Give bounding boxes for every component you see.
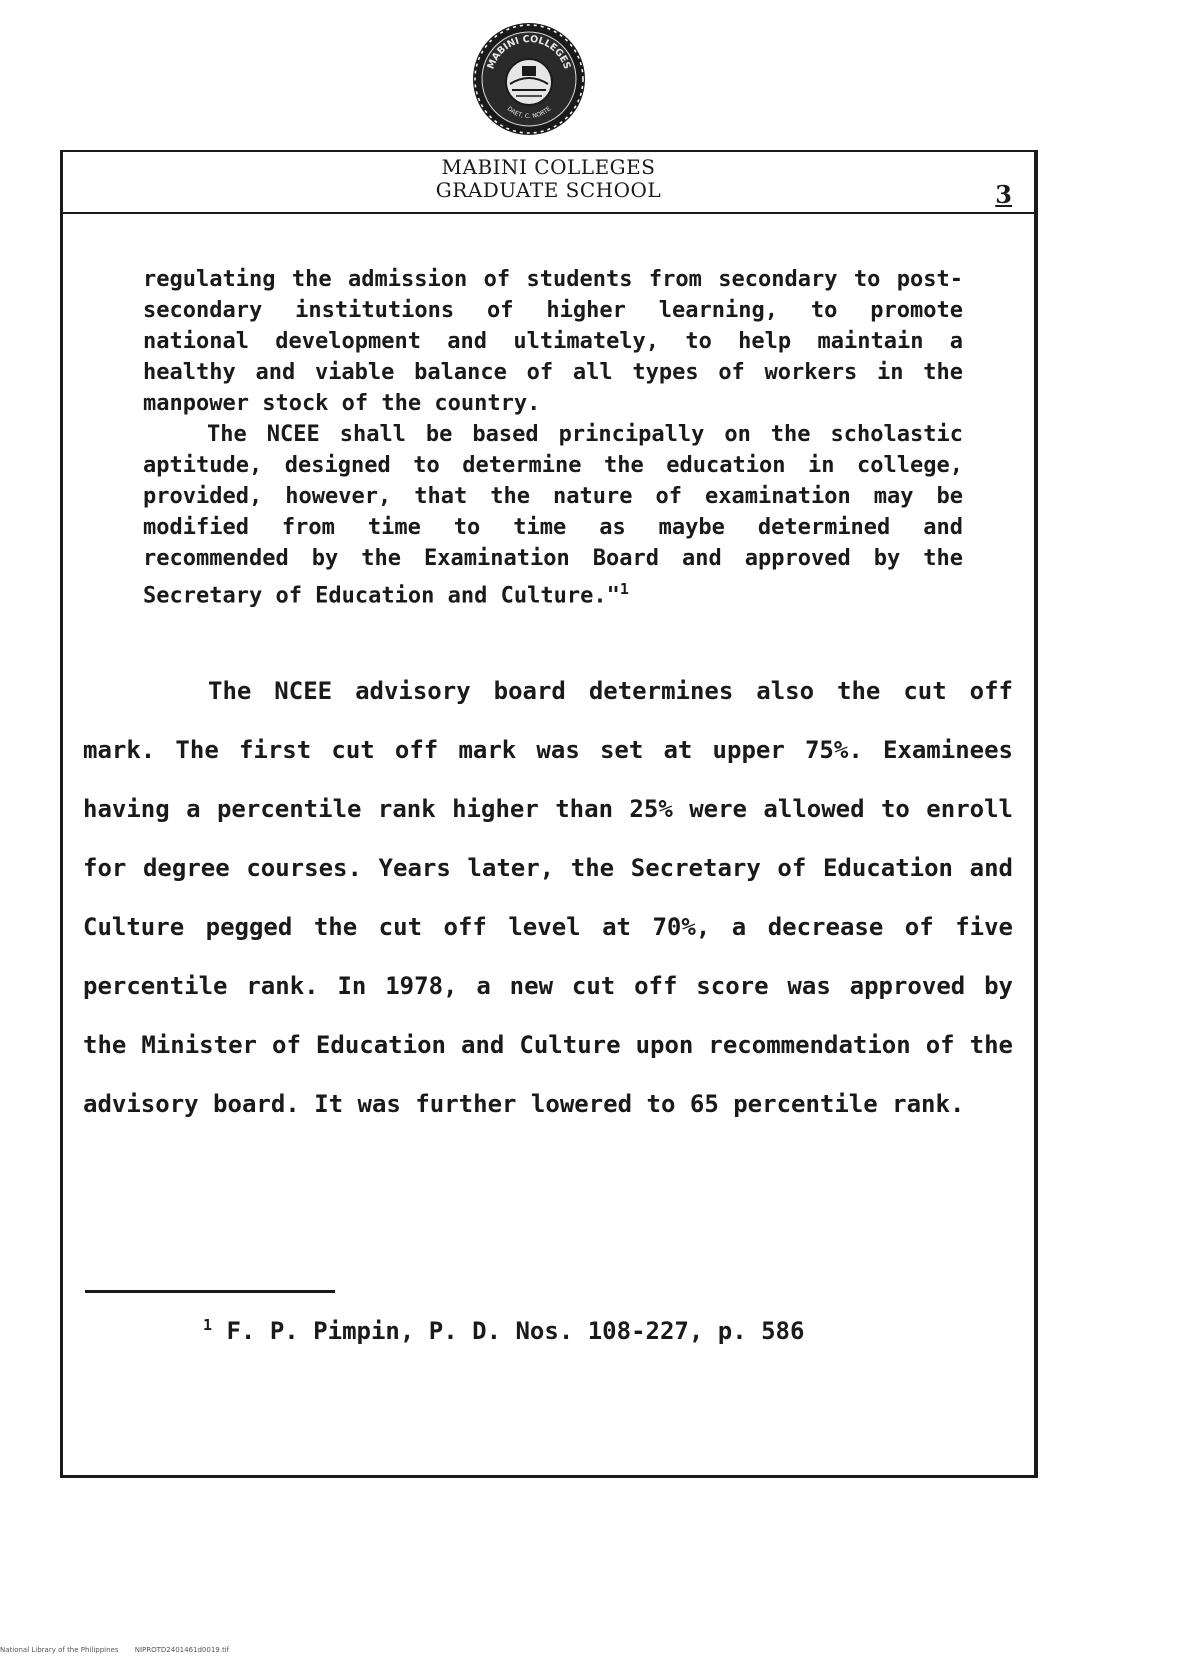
- seal-top-text: MABINI COLLEGES: [485, 33, 573, 71]
- quote-paragraph-text: The NCEE shall be based principally on the scholastic aptitude, designed to determine the education in college, provided, however, that the nature of examination may be modified from time to time as maybe determined and recommended by the Examination Board and approved by the Secretary of Education and Culture.": [143, 422, 963, 609]
- scan-file-id: NIPROTD2401461d0019.tif: [134, 1646, 230, 1654]
- quote-paragraph: regulating the admission of students from secondary to post-secondary institutions of higher learning, to promote national development and ultimately, to help maintain a healthy and viable balance of all types of workers in the manpower stock of the country.: [143, 267, 963, 416]
- body-paragraph: The NCEE advisory board determines also the cut off mark. The first cut off mark was set at upper 75%. Examinees having a percentile rank higher than 25% were allowed to enroll for degree courses. Years later, the Secretary of Education and Culture pegged the cut off level at 70%, a decrease of five percentile rank. In 1978, a new cut off score was approved by the Minister of Education and Culture upon recommendation of the advisory board. It was further lowered to 65 percentile rank.: [83, 677, 1013, 1118]
- block-quote: [143, 264, 963, 611]
- seal-bottom-text: DAET, C. NORTE: [505, 105, 553, 121]
- institution-name: MABINI COLLEGES: [441, 155, 656, 179]
- page-header: [63, 156, 1034, 202]
- library-credit: National Library of the Philippines: [0, 1646, 119, 1654]
- footnote-marker: 1: [203, 1316, 213, 1334]
- footnote: [203, 1316, 804, 1345]
- page-number: 3: [995, 180, 1012, 209]
- quote-paragraph: [143, 419, 963, 611]
- footnote-text: F. P. Pimpin, P. D. Nos. 108-227, p. 586: [226, 1317, 805, 1345]
- page-frame: [60, 150, 1038, 1478]
- scan-footer: [0, 1646, 243, 1654]
- college-seal-image: [470, 20, 588, 138]
- footnote-reference: 1: [619, 580, 629, 598]
- school-name: GRADUATE SCHOOL: [435, 178, 662, 202]
- footnote-divider: [85, 1290, 335, 1293]
- header-divider: [63, 212, 1034, 214]
